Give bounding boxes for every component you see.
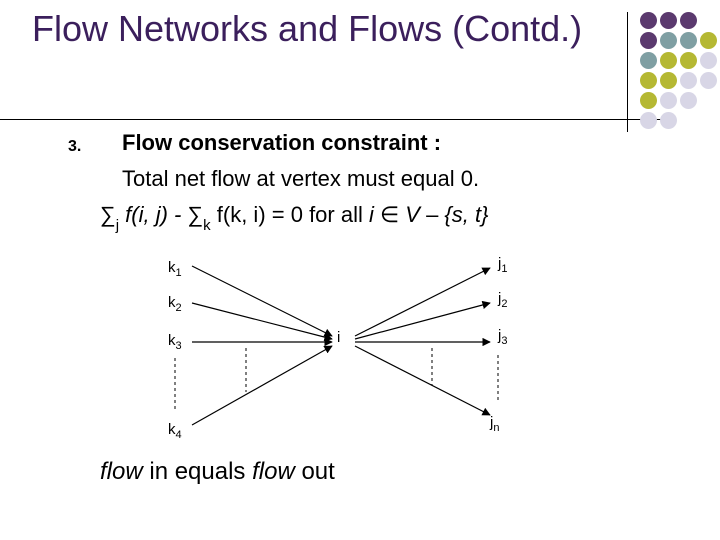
outgoing-edge-jn <box>355 346 490 415</box>
sum-subscript: k <box>203 217 211 234</box>
node-label: k <box>168 332 176 349</box>
node-label: j <box>490 414 494 431</box>
node-j3 <box>498 327 507 347</box>
caption-word: flow <box>100 458 143 485</box>
outgoing-edge-j2 <box>355 303 490 339</box>
minus-symbol: – <box>419 202 445 227</box>
caption-word: flow <box>252 458 295 485</box>
sum-symbol: ∑ <box>100 202 116 227</box>
element-of-symbol: ∈ <box>373 202 406 227</box>
sum-symbol: ∑ <box>187 202 204 227</box>
formula-term: f(k, i) = 0 for all <box>210 202 369 227</box>
incoming-edge-k2 <box>192 303 332 339</box>
node-subscript: 3 <box>501 335 508 347</box>
node-k2 <box>168 294 182 314</box>
formula-variable: i <box>368 202 374 227</box>
node-j1 <box>498 255 507 275</box>
caption-text: out <box>294 458 335 485</box>
footer-caption <box>100 458 335 486</box>
node-subscript: n <box>493 422 500 434</box>
node-label: j <box>498 255 502 272</box>
node-subscript: 2 <box>501 298 508 310</box>
incoming-edge-k1 <box>192 266 332 336</box>
node-subscript: 2 <box>175 302 182 314</box>
node-j2 <box>498 290 507 310</box>
sum-subscript: j <box>115 217 120 234</box>
formula-set: {s, t} <box>444 202 489 227</box>
list-number: 3. <box>68 138 82 155</box>
node-k1 <box>168 259 182 279</box>
node-jn <box>490 414 499 434</box>
incoming-edge-k4 <box>192 346 332 425</box>
node-label: k <box>168 421 176 438</box>
node-subscript: 1 <box>175 267 182 279</box>
constraint-description: Total net flow at vertex must equal 0. <box>122 166 480 191</box>
node-subscript: 3 <box>175 340 182 352</box>
node-label: j <box>498 290 502 307</box>
node-label: k <box>168 259 176 276</box>
formula-term: f(i, j) - <box>119 202 188 227</box>
slide-title: Flow Networks and Flows (Contd.) <box>32 8 583 49</box>
node-label: k <box>168 294 176 311</box>
node-subscript: 4 <box>175 429 182 441</box>
caption-text: in equals <box>142 458 253 485</box>
node-k4 <box>168 421 182 441</box>
node-k3 <box>168 332 182 352</box>
formula-variable: V <box>405 202 420 227</box>
node-subscript: 1 <box>501 263 508 275</box>
outgoing-edge-j1 <box>355 268 490 336</box>
node-i: i <box>337 329 341 346</box>
constraint-heading: Flow conservation constraint : <box>122 130 442 155</box>
node-label: j <box>498 327 502 344</box>
